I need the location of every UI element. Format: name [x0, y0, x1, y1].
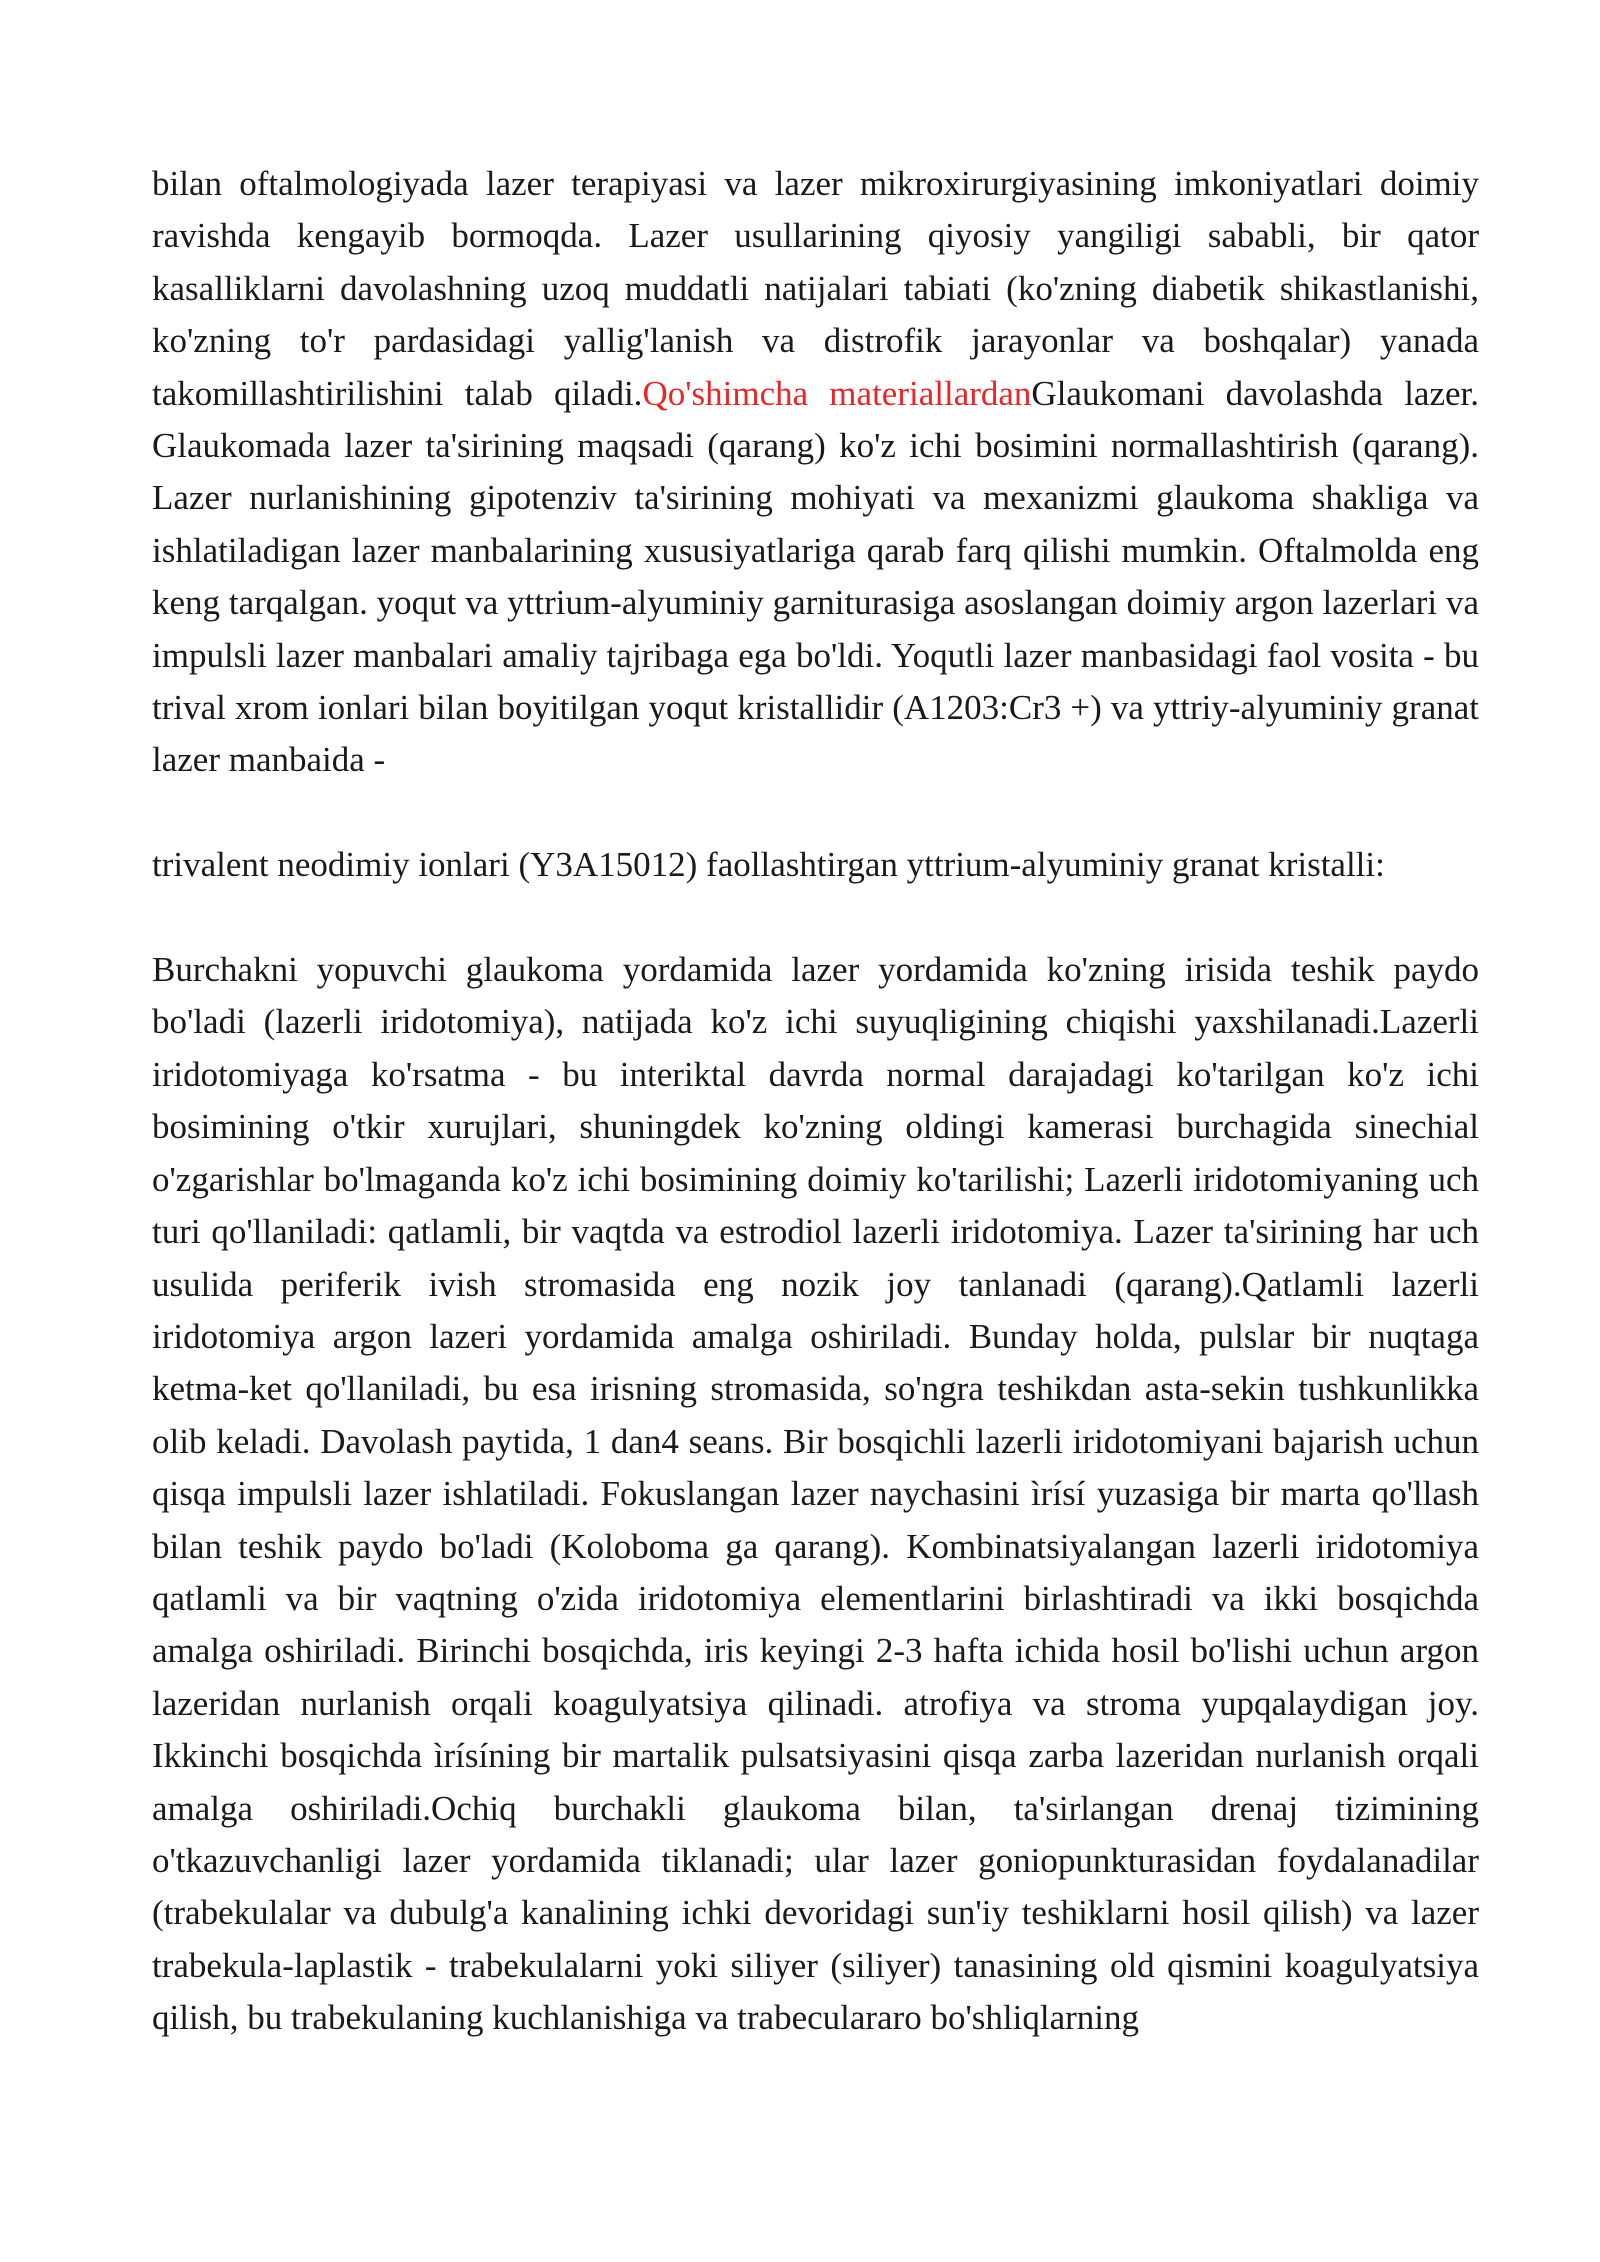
paragraph-1-text-before-link: bilan oftalmologiyada lazer terapiyasi va lazer mikroxirurgiyasining imkoniyatlari doimiy ravishda kengayib bormoqda. Lazer usullarining qiyosiy yangiligi sababli, bir qator kasalliklarni davolashning uzoq muddatli natijalari tabiati (ko'zning diabetik shikastlanishi, ko'zning to'r pardasidagi yallig'lanish va distrofik jarayonlar va boshqalar) yanada takomillashtirilishini talab qiladi.	[152, 164, 1479, 413]
additional-materials-link[interactable]: Qo'shimcha materiallardan	[642, 373, 1032, 413]
paragraph-1	[152, 158, 1479, 787]
paragraph-1-text-after-link: Glaukomani davolashda lazer. Glaukomada lazer ta'sirining maqsadi (qarang) ko'z ichi bosimini normallashtirish (qarang). Lazer nurlanishining gipotenziv ta'sirining mohiyati va mexanizmi glaukoma shakliga va ishlatiladigan lazer manbalarining xususiyatlariga qarab farq qilishi mumkin. Oftalmolda eng keng tarqalgan. yoqut va yttrium-alyuminiy garniturasiga asoslangan doimiy argon lazerlari va impulsli lazer manbalari amaliy tajribaga ega bo'ldi. Yoqutli lazer manbasidagi faol vosita - bu trival xrom ionlari bilan boyitilgan yoqut kristallidir (A1203:Cr3 +) va yttriy-alyuminiy granat lazer manbaida -	[152, 373, 1479, 780]
paragraph-2: trivalent neodimiy ionlari (Y3A15012) faollashtirgan yttrium-alyuminiy granat kristalli:	[152, 845, 1385, 885]
paragraph-3: Burchakni yopuvchi glaukoma yordamida lazer yordamida ko'zning irisida teshik paydo bo'ladi (lazerli iridotomiya), natijada ko'z ichi suyuqligining chiqishi yaxshilanadi.Lazerli iridotomiyaga ko'rsatma - bu interiktal davrda normal darajadagi ko'tarilgan ko'z ichi bosimining o'tkir xurujlari, shuningdek ko'zning oldingi kamerasi burchagida sinechial o'zgarishlar bo'lmaganda ko'z ichi bosimining doimiy ko'tarilishi; Lazerli iridotomiyaning uch turi qo'llaniladi: qatlamli, bir vaqtda va estrodiol lazerli iridotomiya. Lazer ta'sirining har uch usulida periferik ivish stromasida eng nozik joy tanlanadi (qarang).Qatlamli lazerli iridotomiya argon lazeri yordamida amalga oshiriladi. Bunday holda, pulslar bir nuqtaga ketma-ket qo'llaniladi, bu esa irisning stromasida, so'ngra teshikdan asta-sekin tushkunlikka olib keladi. Davolash paytida, 1 dan4 seans. Bir bosqichli lazerli iridotomiyani bajarish uchun qisqa impulsli lazer ishlatiladi. Fokuslangan lazer naychasini ìrísí yuzasiga bir marta qo'llash bilan teshik paydo bo'ladi (Koloboma ga qarang). Kombinatsiyalangan lazerli iridotomiya qatlamli va bir vaqtning o'zida iridotomiya elementlarini birlashtiradi va ikki bosqichda amalga oshiriladi. Birinchi bosqichda, iris keyingi 2-3 hafta ichida hosil bo'lishi uchun argon lazeridan nurlanish orqali koagulyatsiya qilinadi. atrofiya va stroma yupqalaydigan joy. Ikkinchi bosqichda ìrísíning bir martalik pulsatsiyasini qisqa zarba lazeridan nurlanish orqali amalga oshiriladi.Ochiq burchakli glaukoma bilan, ta'sirlangan drenaj tizimining o'tkazuvchanligi lazer yordamida tiklanadi; ular lazer goniopunkturasidan foydalanadilar (trabekulalar va dubulg'a kanalining ichki devoridagi sun'iy teshiklarni hosil qilish) va lazer trabekula-laplastik - trabekulalarni yoki siliyer (siliyer) tanasining old qismini koagulyatsiya qilish, bu trabekulaning kuchlanishiga va trabeculararo bo'shliqlarning	[152, 950, 1479, 2038]
document-page	[152, 158, 1479, 2045]
